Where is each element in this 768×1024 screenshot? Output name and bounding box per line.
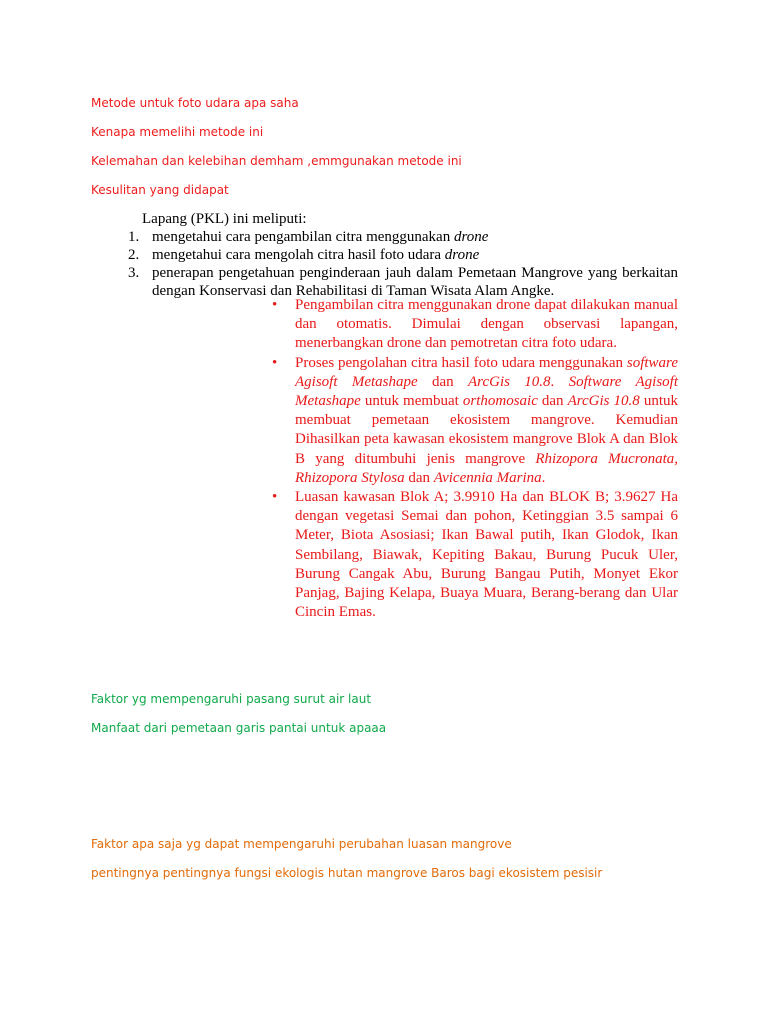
list-italic: drone (453, 229, 489, 245)
list-number: 1. (128, 229, 140, 245)
software-name: Software Agisoft Metashape (295, 373, 678, 410)
question-coastline-mapping: Manfaat dari pemetaan garis pantai untuk apaaa (91, 721, 387, 735)
bullet-item-capture (271, 296, 678, 354)
software-name: ArcGis 10.8 (567, 393, 640, 410)
question-ecological-function: pentingnya pentingnya fungsi ekologis hutan mangrove Baros bagi ekosistem pesisir (91, 866, 603, 880)
bullet-text: untuk membuat (360, 393, 463, 410)
bullet-icon: • (272, 354, 278, 371)
intro-line: Lapang (PKL) ini meliputi: (142, 211, 307, 227)
list-number: 2. (128, 247, 140, 263)
question-why-method: Kenapa memelihi metode ini (91, 125, 264, 139)
question-pros-cons: Kelemahan dan kelebihan demham ,emmgunakan metode ini (91, 154, 462, 168)
list-item (128, 246, 678, 264)
bullet-text: Luasan kawasan Blok A; 3.9910 Ha dan BLOK B; 3.9627 Ha dengan vegetasi Semai dan pohon, Ketinggian 3.5 sampai 6 Meter, Biota Asosiasi; Ikan Bawal putih, Ikan Glodok, Ikan Sembilang, Biawak, Kepiting Bakau, Burung Pucuk Uler, Burung Cangak Abu, Burung Bangau Putih, Monyet Ekor Panjag, Bajing Kelapa, Buaya Muara, Berang-berang dan Ular Cincin Emas. (295, 489, 678, 621)
software-name: ArcGis 10.8 (468, 373, 551, 390)
list-number: 3. (128, 265, 140, 281)
bullet-text: . (541, 469, 546, 486)
species-name: Rhizopora Mucronata, Rhizopora Stylosa (295, 450, 678, 486)
term-italic: orthomosaic (462, 393, 538, 410)
software-name: software Agisoft Metashape (295, 354, 678, 390)
list-text: mengetahui cara pengambilan citra menggunakan (152, 229, 454, 245)
bullet-item-processing (271, 354, 678, 488)
species-name: Avicennia Marina (433, 469, 542, 486)
bullet-text: dan (537, 393, 568, 410)
bullet-text: . (550, 373, 569, 390)
list-item (128, 264, 678, 300)
bullet-text: Pengambilan citra menggunakan drone dapat dilakukan manual dan otomatis. Dimulai dengan observasi lapangan, menerbangkan drone dan pemotretan citra foto udara. (295, 297, 678, 352)
list-text: mengetahui cara mengolah citra hasil foto udara (152, 247, 445, 263)
list-text: penerapan pengetahuan penginderaan jauh dalam Pemetaan Mangrove yang berkaitan dengan Konservasi dan Rehabilitasi di Taman Wisata Alam Angke. (152, 265, 678, 299)
bullet-list (271, 296, 678, 622)
question-difficulties: Kesulitan yang didapat (91, 183, 229, 197)
question-photo-method: Metode untuk foto udara apa saha (91, 96, 299, 110)
bullet-item-area (271, 488, 678, 622)
question-tide-factors: Faktor yg mempengaruhi pasang surut air laut (91, 692, 372, 706)
bullet-text: dan (404, 469, 434, 486)
bullet-icon: • (272, 297, 278, 313)
list-item (128, 228, 678, 246)
bullet-text: Proses pengolahan citra hasil foto udara menggunakan (295, 354, 627, 371)
question-mangrove-change: Faktor apa saja yg dapat mempengaruhi perubahan luasan mangrove (91, 837, 512, 851)
bullet-text: untuk membuat pemetaan ekosistem mangrove. Kemudian Dihasilkan peta kawasan ekosistem mangrove Blok A dan Blok B yang ditumbuhi jenis mangrove (295, 393, 678, 467)
bullet-icon: • (272, 489, 278, 506)
list-italic: drone (444, 247, 480, 263)
numbered-list (128, 228, 678, 300)
bullet-text: dan (417, 373, 469, 390)
